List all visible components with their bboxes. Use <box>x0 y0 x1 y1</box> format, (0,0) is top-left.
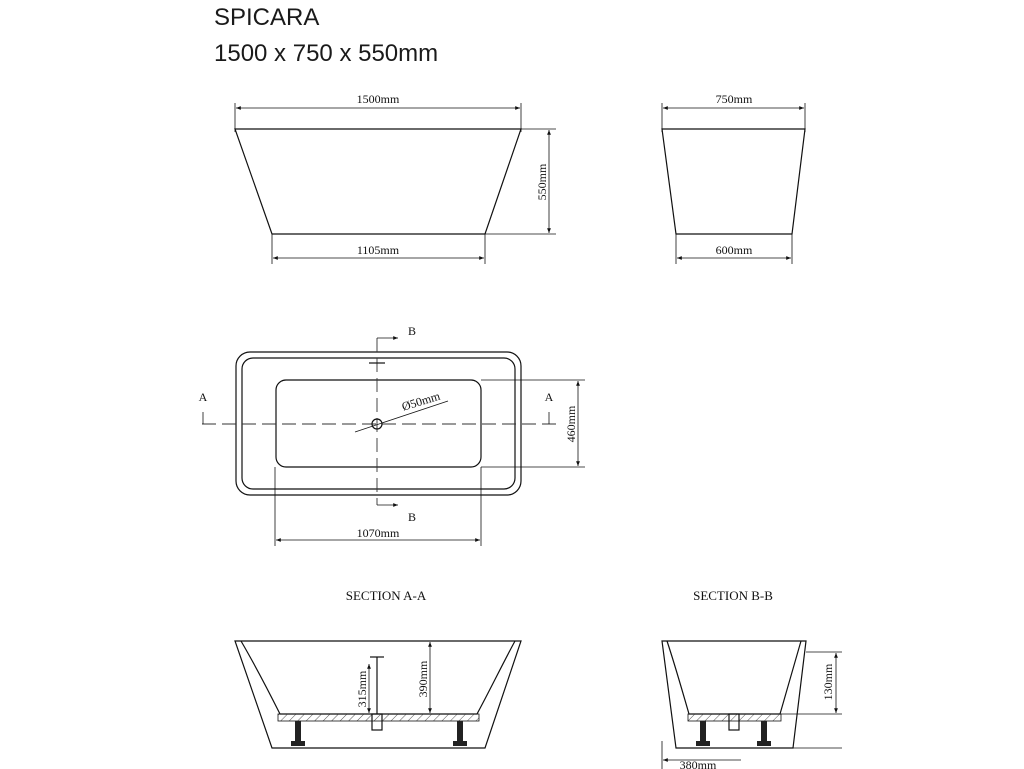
overall-dimensions: 1500 x 750 x 550mm <box>214 40 439 67</box>
section-aa-title: SECTION A-A <box>345 588 427 603</box>
section-aa <box>235 588 521 748</box>
side-tub-outline <box>662 129 805 234</box>
section-bb-inner-basin <box>667 641 801 714</box>
plan-basin <box>276 380 481 467</box>
section-aa-leg-right <box>457 721 463 741</box>
section-bb <box>662 588 842 769</box>
front-view <box>235 92 556 264</box>
section-marker-b-top: B <box>407 324 417 338</box>
section-marker-b-bottom: B <box>407 510 417 524</box>
front-top-width-label: 1500mm <box>356 92 400 106</box>
front-tub-outline <box>235 129 521 234</box>
side-bottom-width-label: 600mm <box>715 243 753 257</box>
leg-span-label: 380mm <box>679 758 717 769</box>
plan-inner-rim <box>242 358 515 489</box>
section-aa-leg-left <box>295 721 301 741</box>
section-bb-leg-right <box>761 721 767 741</box>
section-aa-base <box>278 714 479 721</box>
overflow-depth-label: 315mm <box>355 670 369 708</box>
plan-inner-width-label: 460mm <box>564 405 578 443</box>
plan-inner-length-label: 1070mm <box>356 526 400 540</box>
section-bb-base <box>688 714 781 721</box>
side-top-width-label: 750mm <box>715 92 753 106</box>
front-height-label: 550mm <box>535 163 549 201</box>
model-name: SPICARA <box>214 4 320 31</box>
section-bb-leg-left <box>700 721 706 741</box>
section-marker-a-right: A <box>544 390 554 404</box>
section-aa-inner-basin <box>241 641 515 714</box>
front-bottom-width-label: 1105mm <box>356 243 400 257</box>
section-bb-title: SECTION B-B <box>693 588 773 603</box>
side-view <box>662 92 805 264</box>
drain-diameter-label: Ø50mm <box>399 388 442 414</box>
plan-view <box>199 324 585 546</box>
leg-height-label: 130mm <box>821 663 835 701</box>
plan-outer-rim <box>236 352 521 495</box>
section-marker-a-left: A <box>198 390 208 404</box>
inner-depth-label: 390mm <box>416 660 430 698</box>
